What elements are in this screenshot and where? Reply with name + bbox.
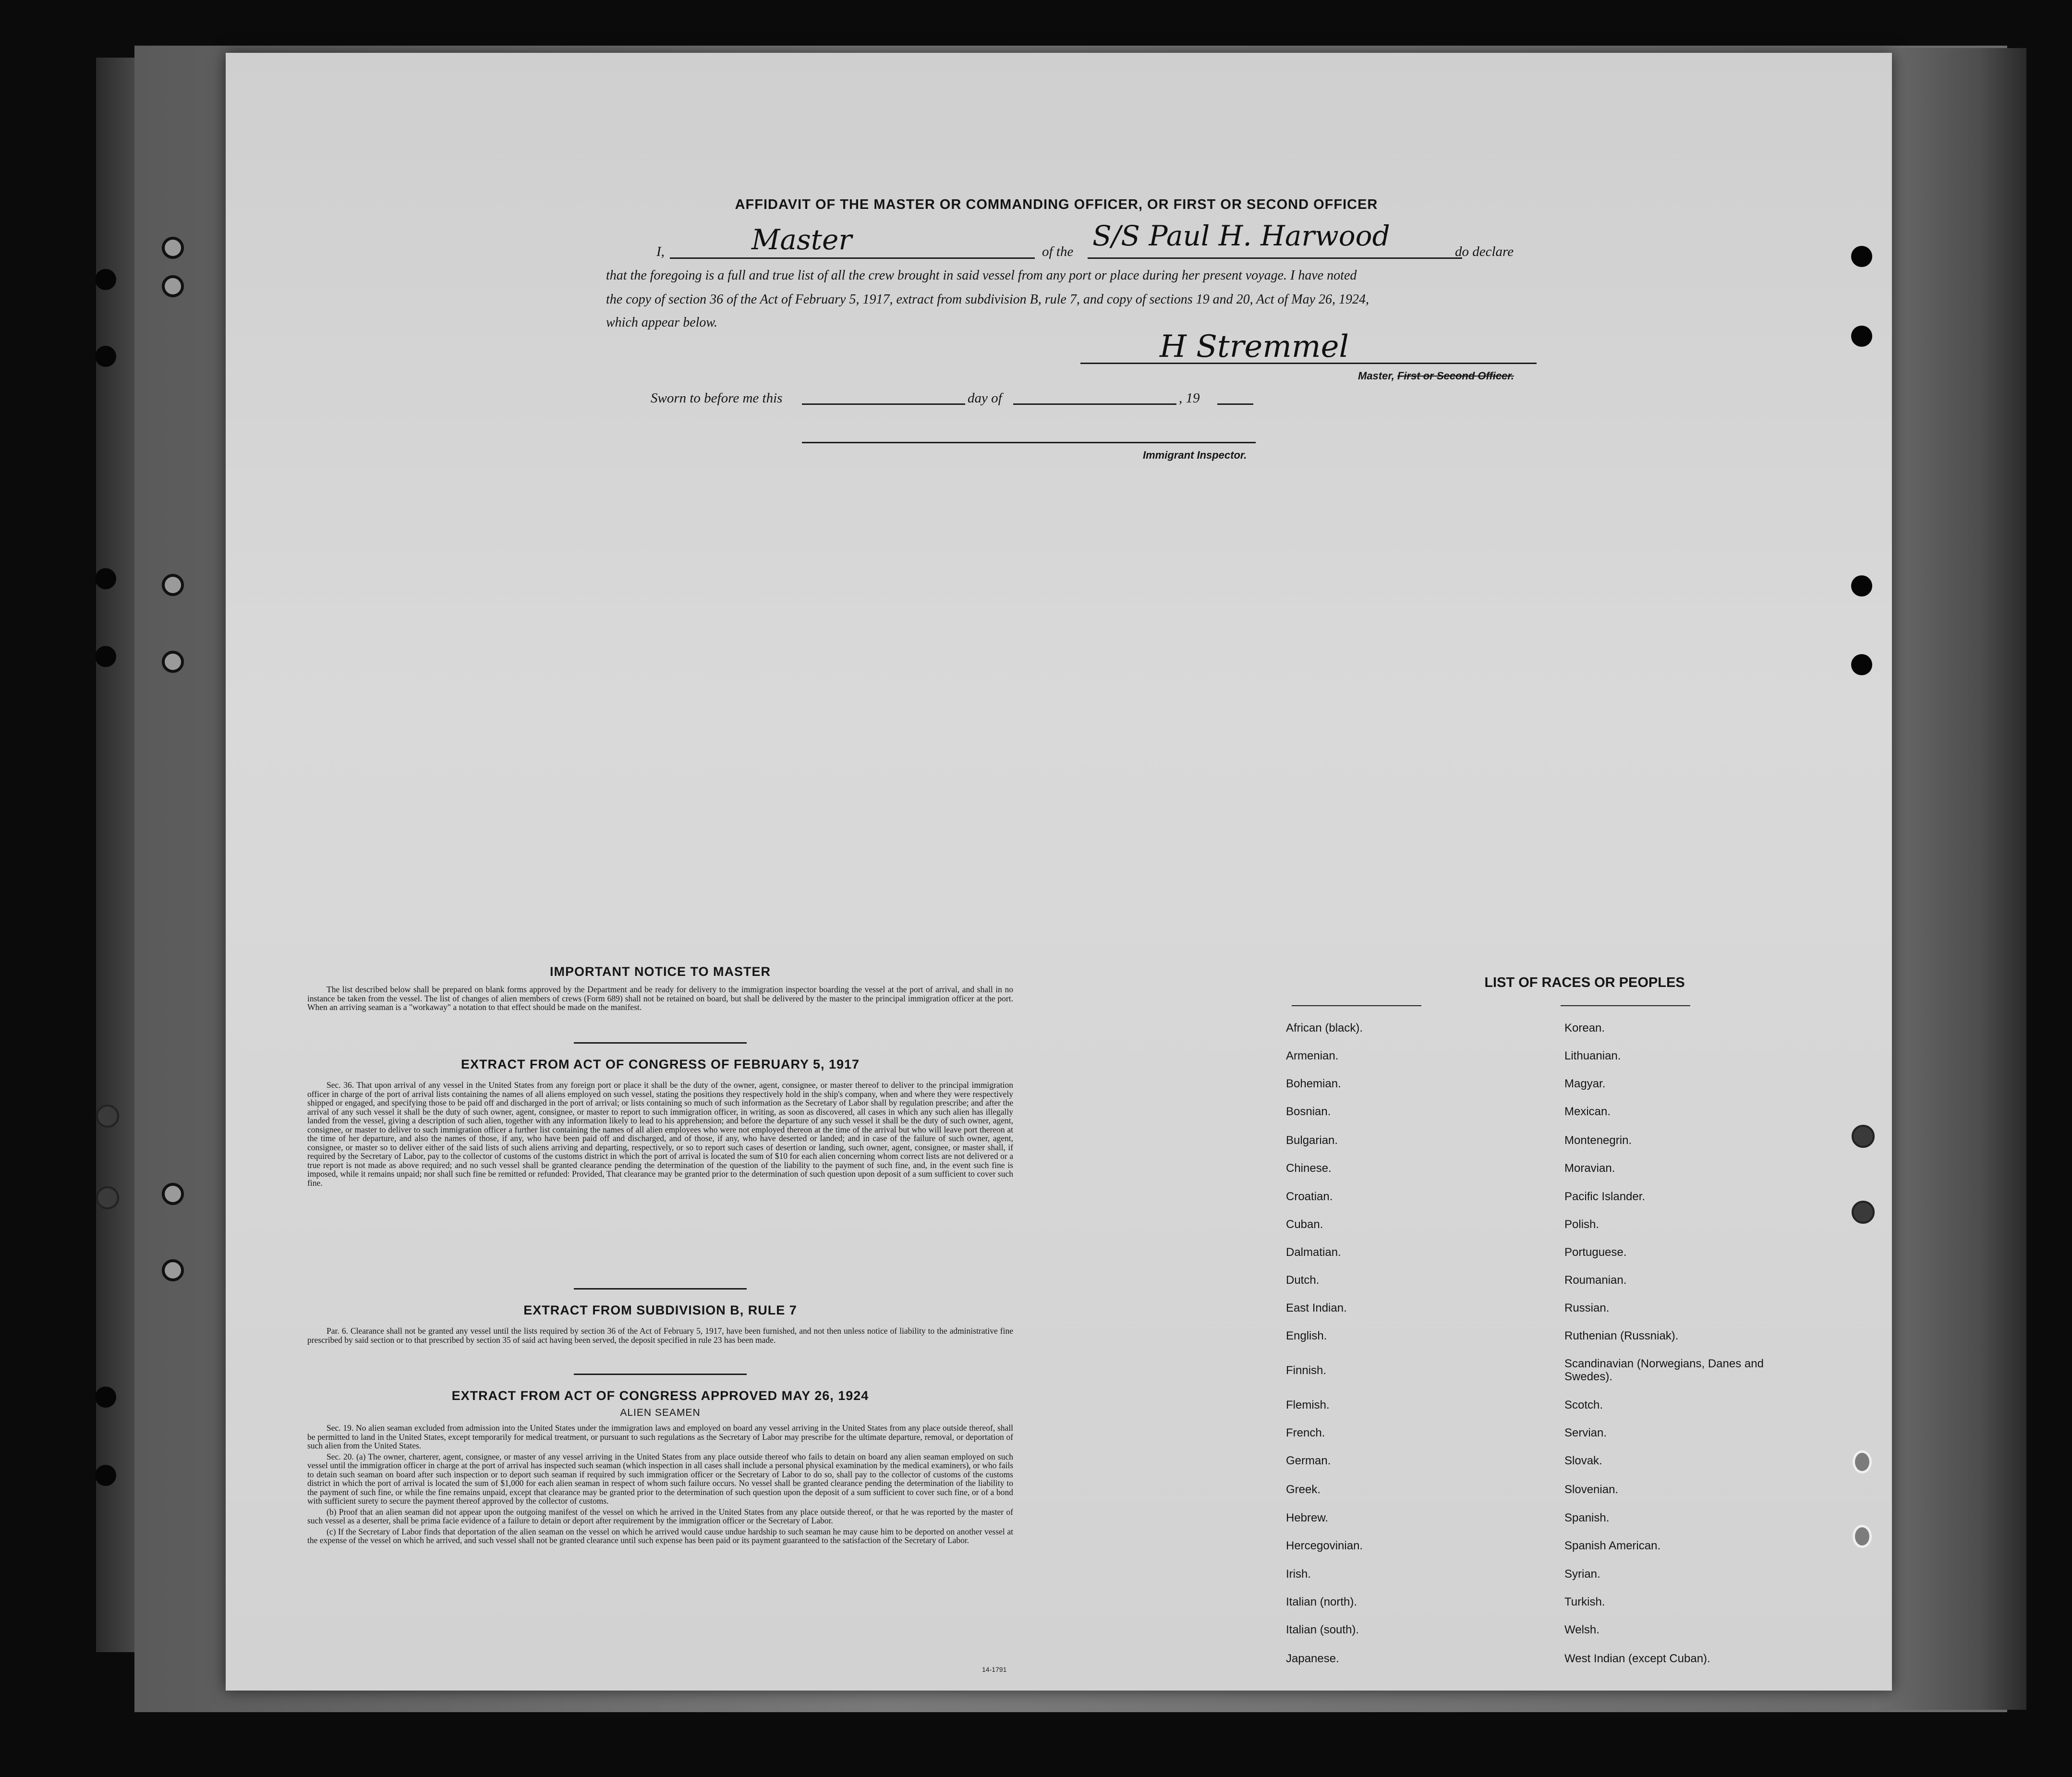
race-left-item-1: Armenian. — [1286, 1049, 1339, 1062]
race-left-item-11: English. — [1286, 1329, 1327, 1342]
vessel-line — [1088, 257, 1462, 259]
section-divider — [574, 1288, 747, 1290]
race-right-item-5: Moravian. — [1564, 1162, 1615, 1175]
extract-1924-heading: EXTRACT FROM ACT OF CONGRESS APPROVED MAY 26, 1924 — [451, 1388, 869, 1403]
race-right-item-15: Slovak. — [1564, 1454, 1602, 1467]
punch-hole — [95, 646, 116, 667]
punch-hole — [1852, 1125, 1875, 1148]
races-rule-right — [1561, 1005, 1690, 1006]
punch-hole — [1851, 246, 1872, 267]
sec19-body: Sec. 19. No alien seaman excluded from admission into the United States under the immigration laws and employed on board any vessel arriving in the United States from any place outside thereof, shall be permitted to land in the United States, except temporarily for medical treatment, or pursuant to such regulations as the Secretary of Labor may prescribe for the ultimate departure, removal, or deportation of such alien from the United States. — [307, 1423, 1013, 1450]
affidavit-statement-2: the copy of section 36 of the Act of February 5, 1917, extract from subdivision B, rule 7, and copy of sections 19 and 20, Act of May 26, 1924, — [606, 292, 1369, 307]
extract-1917-section — [307, 1042, 1013, 1187]
day-of-label: day of — [968, 390, 1002, 406]
punch-hole — [162, 275, 184, 297]
race-left-item-9: Dutch. — [1286, 1274, 1320, 1287]
notice-body: The list described below shall be prepared on blank forms approved by the Department and be ready for delivery to the immigration inspector boarding the vessel at the port of arrival, and shall in no instance be taken from the vessel. The list of changes of alien members of crews (Form 689) shall not be retained on board, but shall be delivered by the master to the principal immigration officer at the port. When an arriving seaman is a "workaway" a notation to that effect should be made on the manifest. — [307, 985, 1013, 1012]
sworn-year-line — [1217, 403, 1253, 405]
race-left-item-4: Bulgarian. — [1286, 1134, 1338, 1147]
inspector-label: Immigrant Inspector. — [1143, 449, 1247, 461]
struck-officer-label: First or Second Officer. — [1397, 370, 1514, 382]
signature-line — [1080, 363, 1537, 364]
page-shadow — [1873, 48, 2026, 1710]
punch-hole — [162, 1183, 184, 1205]
race-right-item-6: Pacific Islander. — [1564, 1190, 1646, 1203]
rank-line — [670, 257, 1035, 259]
race-right-item-20: Turkish. — [1564, 1595, 1605, 1608]
race-left-item-16: Greek. — [1286, 1483, 1321, 1496]
race-right-item-3: Mexican. — [1564, 1105, 1611, 1118]
affidavit-title: AFFIDAVIT OF THE MASTER OR COMMANDING OFFICER, OR FIRST OR SECOND OFFICER — [735, 197, 1378, 212]
punch-hole — [95, 269, 116, 290]
extract-rule7-section — [307, 1288, 1013, 1344]
punch-hole — [1851, 654, 1872, 675]
extract-rule7-heading: EXTRACT FROM SUBDIVISION B, RULE 7 — [523, 1303, 797, 1317]
race-right-item-8: Portuguese. — [1564, 1246, 1627, 1259]
race-left-item-18: Hercegovinian. — [1286, 1539, 1363, 1552]
sworn-day-line — [802, 403, 965, 405]
punch-hole — [162, 574, 184, 596]
race-left-item-22: Japanese. — [1286, 1652, 1339, 1665]
race-right-item-22: West Indian (except Cuban). — [1564, 1652, 1710, 1665]
race-right-item-10: Russian. — [1564, 1302, 1610, 1314]
notice-section — [307, 964, 1013, 1012]
alien-seamen-subheading: ALIEN SEAMEN — [620, 1407, 701, 1418]
race-left-item-14: French. — [1286, 1426, 1325, 1439]
inspector-signature-line — [802, 442, 1256, 443]
race-right-item-1: Lithuanian. — [1564, 1049, 1621, 1062]
punch-hole — [162, 651, 184, 673]
punch-hole — [1853, 1450, 1872, 1473]
race-left-item-2: Bohemian. — [1286, 1077, 1341, 1090]
vessel-handwritten: S/S Paul H. Harwood — [1092, 219, 1390, 252]
race-left-item-3: Bosnian. — [1286, 1105, 1331, 1118]
master-signature: H Stremmel — [1160, 329, 1349, 365]
punch-hole — [95, 346, 116, 367]
race-left-item-17: Hebrew. — [1286, 1511, 1329, 1524]
race-right-item-4: Montenegrin. — [1564, 1134, 1632, 1147]
sworn-label: Sworn to before me this — [651, 390, 783, 406]
race-left-item-6: Croatian. — [1286, 1190, 1333, 1203]
race-left-item-21: Italian (south). — [1286, 1623, 1359, 1636]
section-divider — [574, 1374, 747, 1375]
sworn-month-line — [1013, 403, 1176, 405]
do-declare-label: do declare — [1455, 244, 1514, 259]
signature-caption: Master, First or Second Officer. — [1358, 370, 1514, 382]
race-right-item-14: Servian. — [1564, 1426, 1607, 1439]
section-divider — [574, 1042, 747, 1044]
punch-hole — [1851, 575, 1872, 596]
of-the-label: of the — [1042, 244, 1074, 259]
notice-heading: IMPORTANT NOTICE TO MASTER — [550, 964, 771, 979]
race-right-item-13: Scotch. — [1564, 1399, 1603, 1412]
punch-hole — [96, 1186, 119, 1209]
form-number: 14-1791 — [982, 1666, 1007, 1673]
race-right-item-2: Magyar. — [1564, 1077, 1606, 1090]
sec20c-body: (c) If the Secretary of Labor finds that deportation of the alien seaman on the vessel on which he arrived would cause undue hardship to such seaman he may cause him to be deported on another vessel at the expense of the vessel on which he arrived, and such vessel shall not be granted clearance until such expense has been paid or its payment guaranteed to the satisfaction of the Secretary of Labor. — [307, 1526, 1013, 1545]
races-rule-left — [1292, 1005, 1421, 1006]
race-left-item-13: Flemish. — [1286, 1399, 1330, 1412]
races-title: LIST OF RACES OR PEOPLES — [1484, 975, 1685, 990]
sec20a-body: Sec. 20. (a) The owner, charterer, agent, consignee, or master of any vessel arriving in the United States from any place outside thereof who fails to detain on board any alien seaman employed on such vessel until the immigration officer in charge at the port of arrival has inspected such seaman (which inspection in all cases shall include a personal physical examination by the medical examiners), or who fails to detain such seaman on board after such inspection or to deport such seaman if required by such immigration officer or the Secretary of Labor to do so, shall pay to the collector of customs of the customs district in which the port of arrival is located the sum of $1,000 for each alien seaman in respect of whom such failure occurs. No vessel shall be granted clearance pending the determination of the liability to the payment of such fine, or while the fine remains unpaid, except that clearance may be granted prior to the determination of such question upon the deposit of a sum sufficient to cover such fine, or of a bond with sufficient surety to secure the payment thereof approved by the collector of customs. — [307, 1451, 1013, 1506]
extract-1917-heading: EXTRACT FROM ACT OF CONGRESS OF FEBRUARY 5, 1917 — [460, 1057, 860, 1071]
year-label: , 19 — [1179, 390, 1200, 406]
extract-1917-body: Sec. 36. That upon arrival of any vessel in the United States from any foreign port or place it shall be the duty of the owner, agent, consignee, or master thereof to deliver to the principal immigration officer in charge of the port of arrival lists containing the names of all aliens employed on such vessel, stating the positions they respectively hold in the ship's company, when and where they were respectively shipped or engaged, and specifying those to be paid off and discharged in the port of arrival; or lists containing so much of such information as the Secretary of Labor shall by regulation prescribe; and after the arrival of any such vessel it shall be the duty of such owner, agent, consignee, or master to report to such immigration officer, in writing, as soon as discovered, all cases in which any such alien has illegally landed from the vessel, giving a description of such alien, together with any information likely to lead to his apprehension; and before the departure of any such vessel it shall be the duty of such owner, agent, consignee, or master to deliver to such immigration officer a further list containing the names of all alien employees who were not employed thereon at the time of the arrival but who will leave port thereon at the time of her departure, and also the names of those, if any, who have been paid off and discharged, and of those, if any, who have deserted or landed; and in case of the failure of such owner, agent, consignee, or master so to deliver either of the said lists of such aliens arriving and departing, respectively, or so to report such cases of desertion or landing, such owner, agent, consignee, or master shall, if required by the Secretary of Labor, pay to the collector of customs of the customs district in which the port of arrival is located the sum of $10 for each alien concerning whom correct lists are not delivered or a true report is not made as above required; and no such vessel shall be granted clearance pending the determination of the question of the liability to the payment of such fine, and, in the event such fine is imposed, while it remains unpaid; nor shall such fine be remitted or refunded: Provided, That clearance may be granted prior to the determination of such question upon deposit of a sum sufficient to cover such fine. — [307, 1080, 1013, 1188]
extract-rule7-body: Par. 6. Clearance shall not be granted any vessel until the lists required by section 36 of the Act of February 5, 1917, have been furnished, and not then unless notice of liability to the administrative fine prescribed by said section or to that prescribed by section 35 of said act having been served, the deposit specified in rule 23 has been made. — [307, 1326, 1013, 1345]
race-left-item-10: East Indian. — [1286, 1302, 1347, 1314]
race-right-item-16: Slovenian. — [1564, 1483, 1619, 1496]
punch-hole — [95, 568, 116, 589]
race-left-item-0: African (black). — [1286, 1022, 1363, 1035]
race-left-item-20: Italian (north). — [1286, 1595, 1357, 1608]
punch-hole — [162, 1259, 184, 1281]
race-right-item-21: Welsh. — [1564, 1623, 1599, 1636]
race-left-item-12: Finnish. — [1286, 1364, 1327, 1377]
punch-hole — [1852, 1201, 1875, 1224]
race-left-item-15: German. — [1286, 1454, 1331, 1467]
punch-hole — [162, 237, 184, 259]
race-right-item-9: Roumanian. — [1564, 1274, 1627, 1287]
race-right-item-18: Spanish American. — [1564, 1539, 1661, 1552]
affidavit-statement-1: that the foregoing is a full and true list of all the crew brought in said vessel from any port or place during her present voyage. I have noted — [606, 268, 1357, 283]
race-right-item-0: Korean. — [1564, 1022, 1605, 1035]
race-right-item-11: Ruthenian (Russniak). — [1564, 1329, 1679, 1342]
extract-1924-section — [307, 1374, 1013, 1545]
race-left-item-8: Dalmatian. — [1286, 1246, 1341, 1259]
race-right-item-12: Scandinavian (Norwegians, Danes and Swedes). — [1564, 1357, 1764, 1383]
rank-handwritten: Master — [751, 223, 852, 256]
punch-hole — [1851, 326, 1872, 347]
affidavit-statement-3: which appear below. — [606, 315, 718, 330]
punch-hole — [1853, 1525, 1872, 1548]
sec20b-body: (b) Proof that an alien seaman did not appear upon the outgoing manifest of the vessel on which he arrived in the United States from any place outside thereof, or that he was reported by the master of such vessel as a deserter, shall be prima facie evidence of a failure to detain or deport after requirement by the immigration officer or the Secretary of Labor. — [307, 1507, 1013, 1525]
race-right-item-7: Polish. — [1564, 1218, 1599, 1231]
race-left-item-19: Irish. — [1286, 1568, 1311, 1581]
race-left-item-7: Cuban. — [1286, 1218, 1323, 1231]
race-left-item-5: Chinese. — [1286, 1162, 1332, 1175]
race-right-item-19: Syrian. — [1564, 1568, 1600, 1581]
race-right-item-17: Spanish. — [1564, 1511, 1610, 1524]
punch-hole — [96, 1105, 119, 1128]
punch-hole — [95, 1387, 116, 1408]
i-label: I, — [656, 244, 665, 259]
punch-hole — [95, 1465, 116, 1486]
